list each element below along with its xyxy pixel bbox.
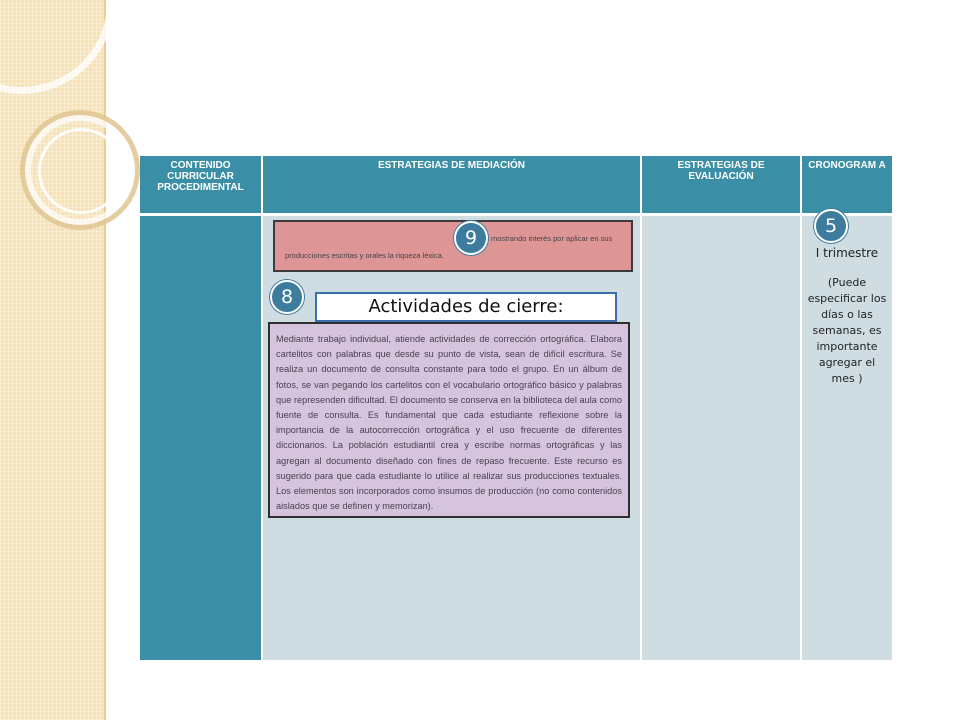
header-contenido: CONTENIDO CURRICULAR PROCEDIMENTAL bbox=[140, 156, 261, 213]
number-badge-5: 5 bbox=[814, 209, 848, 243]
cierre-text: Mediante trabajo individual, atiende actividades de corrección ortográfica. Elabora cartelitos con palabras que desde su punto de vista, sean de difícil escritura. Se realiza un documento de consulta constante para todo el grupo. En un álbum de fotos, se van pegando los cartelitos con el vocabulario ortográfico básico y palabras que represenden dificultad. El documento se conserva en la biblioteca del aula como fuente de consulta. Es fundamental que cada estudiante reflexione sobre la importancia de la autocorrección ortográfica y el uso frecuente de diferentes diccionarios. La población estudiantil crea y escribe normas ortográficas y las agregan al documento diseñado con fines de repaso frecuente. Este recurso es sugerido para que cada estudiante lo utilice al realizar sus producciones textuales. Los elementos son incorporados como insumos de producción (no como contenidos aislados que se definen y memorizan). bbox=[276, 334, 622, 512]
decorative-side-strip bbox=[0, 0, 106, 720]
number-badge-9: 9 bbox=[454, 221, 488, 255]
excerpt-red-box bbox=[273, 220, 633, 272]
cierre-text-box bbox=[268, 322, 630, 518]
decorative-circle bbox=[0, 0, 114, 94]
header-cronograma: CRONOGRAM A bbox=[802, 156, 892, 213]
excerpt-line: mostrando interés por aplicar en sus bbox=[491, 234, 613, 243]
cronograma-note: (Puede especificar los días o las semanas, es importante agregar el mes ) bbox=[807, 276, 887, 385]
excerpt-line: producciones escritas y orales la riqueza léxica. bbox=[285, 251, 444, 260]
cronograma-trimestre: I trimestre bbox=[815, 246, 879, 260]
header-estrategias-evaluacion: ESTRATEGIAS DE EVALUACIÓN bbox=[642, 156, 800, 213]
decorative-circle bbox=[38, 128, 124, 214]
number-badge-8: 8 bbox=[270, 280, 304, 314]
cierre-title: Actividades de cierre: bbox=[315, 292, 617, 322]
cell-contenido bbox=[140, 216, 261, 660]
header-estrategias-mediacion: ESTRATEGIAS DE MEDIACIÓN bbox=[263, 156, 640, 213]
cell-evaluacion bbox=[642, 216, 800, 660]
